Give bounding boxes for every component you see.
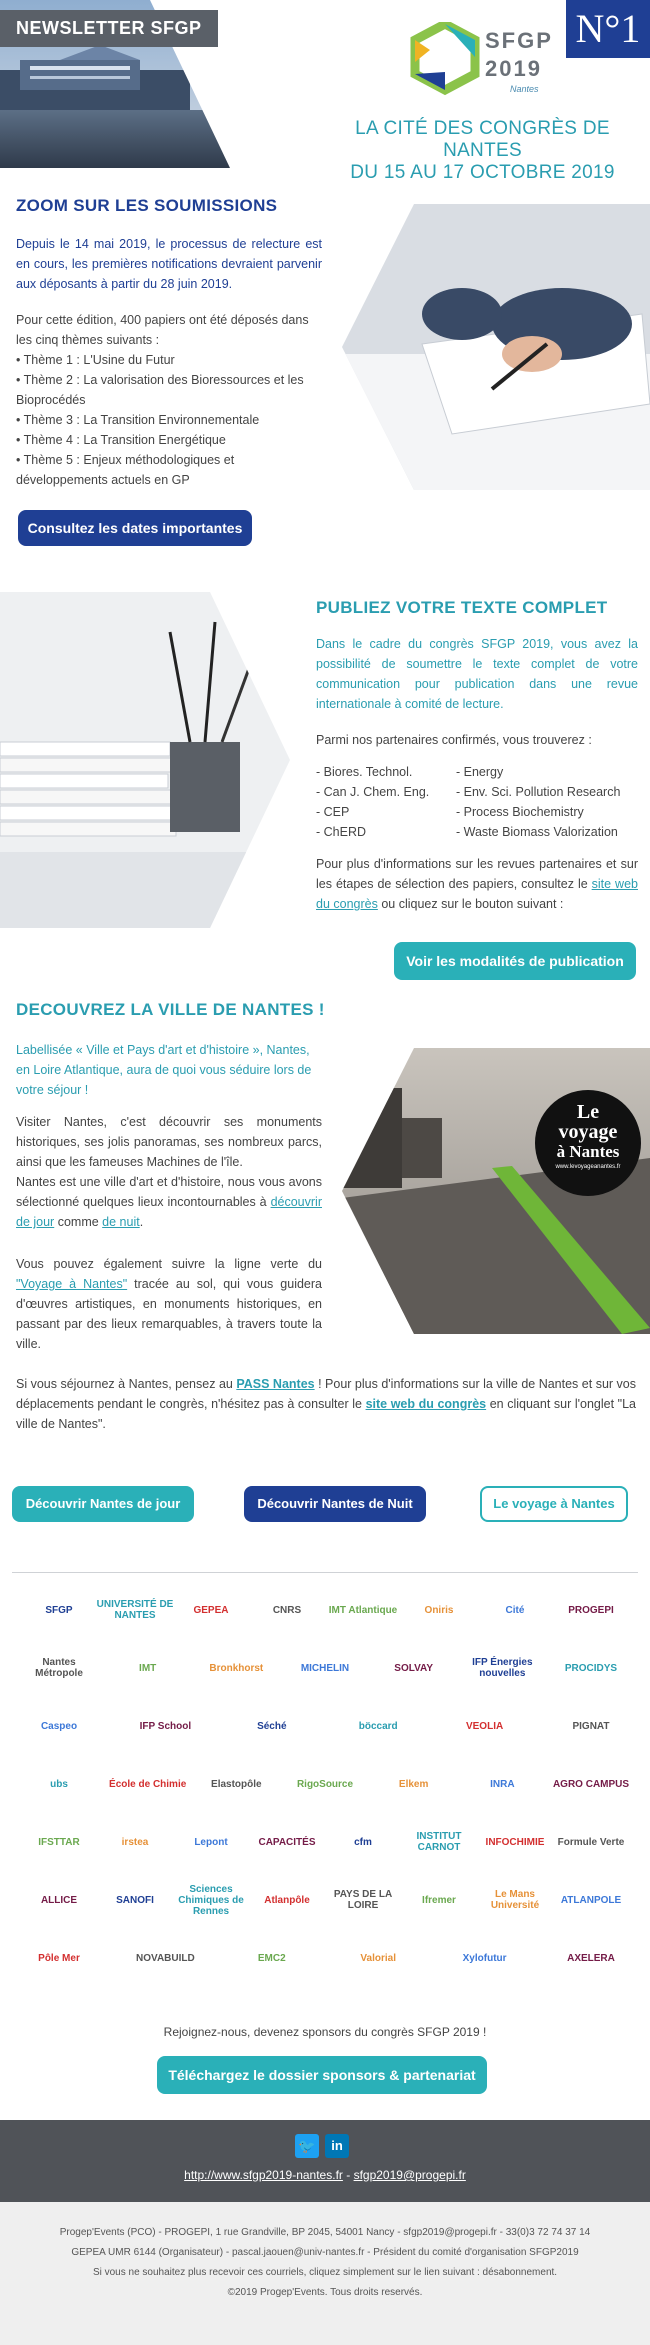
download-sponsor-kit-button[interactable]: Téléchargez le dossier sponsors & partenariat (157, 2056, 487, 2094)
sponsor-logo: Lepont (194, 1836, 228, 1848)
sponsor-logo: PROCIDYS (564, 1662, 618, 1674)
theme-item: • Thème 2 : La valorisation des Bioressources et les Bioprocédés (16, 373, 304, 407)
discover-day-link[interactable]: découvrir de jour (16, 1195, 322, 1229)
theme-item: • Thème 5 : Enjeux méthodologiques et développements actuels en GP (16, 453, 235, 487)
unsubscribe-line[interactable]: Si vous ne souhaitez plus recevoir ces courriels, cliquez simplement sur le lien suivant : désabonnement. (92, 2267, 558, 2278)
pass-nantes-link[interactable]: PASS Nantes (236, 1377, 315, 1391)
journal-name: - Biores. Technol. (316, 765, 413, 779)
journal-row (316, 822, 638, 842)
sponsor-logo: irstea (121, 1836, 149, 1848)
papers-stack-photo (0, 592, 290, 928)
badge-text: Le (576, 1101, 600, 1123)
nantes-para1: Visiter Nantes, c'est découvrir ses monuments historiques, ses jolis panoramas, ses nombreux parcs, ainsi que les fameuses Machines de l'île. (16, 1115, 322, 1169)
sponsor-logo: PIGNAT (572, 1720, 610, 1732)
journal-name: - Energy (456, 765, 504, 779)
sponsor-logo-grid (0, 1590, 650, 1990)
journal-row (316, 782, 638, 802)
footer-links (0, 2168, 650, 2182)
nantes-intro: Labellisée « Ville et Pays d'art et d'histoire », Nantes, en Loire Atlantique, aura de quoi vous séduire lors de votre séjour ! (16, 1043, 312, 1097)
sponsor-logo: Elastopôle (211, 1778, 262, 1790)
event-venue: LA CITÉ DES CONGRÈS DE NANTES (355, 118, 610, 161)
important-dates-button[interactable]: Consultez les dates importantes (18, 510, 252, 546)
journal-name: - ChERD (316, 825, 367, 839)
newsletter-label: NEWSLETTER SFGP (0, 10, 218, 47)
sponsor-logo: INSTITUT CARNOT (416, 1831, 462, 1853)
para-text: . (139, 1215, 144, 1229)
event-title (320, 118, 645, 184)
sponsor-logo: AGRO CAMPUS (552, 1778, 630, 1790)
sponsor-logo: Elkem (398, 1778, 429, 1790)
sponsor-logo: Xylofutur (462, 1952, 507, 1964)
journal-name: - Env. Sci. Pollution Research (456, 785, 621, 799)
sponsor-logo: IMT Atlantique (328, 1604, 398, 1616)
voyage-nantes-button[interactable]: Le voyage à Nantes (480, 1486, 628, 1522)
legal-line: GEPEA UMR 6144 (Organisateur) - pascal.jaouen@univ-nantes.fr - Président du comité d'organisation SFGP2019 (71, 2247, 579, 2258)
linkedin-icon[interactable]: in (325, 2134, 349, 2158)
sponsor-logo: Le Mans Université (490, 1889, 540, 1911)
badge-url: www.levoyageanantes.fr (555, 1164, 621, 1170)
themes-list (16, 350, 322, 490)
footer-social-band (0, 2120, 650, 2202)
nantes-para3 (16, 1254, 322, 1354)
issue-number-badge: N°1 (566, 0, 650, 58)
legal-line: Progep'Events (PCO) - PROGEPI, 1 rue Grandville, BP 2045, 54001 Nancy - sfgp2019@progepi.fr - 33(0)3 72 74 37 14 (59, 2227, 591, 2238)
para-text: comme (54, 1215, 103, 1229)
logo-year: 2019 (485, 56, 542, 81)
sponsor-logo: Cité (505, 1604, 525, 1616)
para-text: en cliquant sur l'onglet "La ville de Nantes". (16, 1397, 637, 1431)
voyage-link[interactable]: "Voyage à Nantes" (16, 1277, 128, 1291)
sponsor-logo: Valorial (360, 1952, 396, 1964)
submissions-edition-text: Pour cette édition, 400 papiers ont été déposés dans les cinq thèmes suivants : (16, 313, 309, 347)
twitter-icon[interactable]: 🐦 (295, 2134, 319, 2158)
sponsor-logo: Bronkhorst (209, 1662, 264, 1674)
theme-item: • Thème 1 : L'Usine du Futur (16, 353, 175, 367)
submissions-intro: Depuis le 14 mai 2019, le processus de relecture est en cours, les premières notifications devraient parvenir aux déposants à partir du 28 juin 2019. (16, 237, 322, 291)
sponsor-logo: ubs (50, 1778, 68, 1790)
sponsor-logo: CAPACITÉS (258, 1836, 316, 1848)
publish-title: PUBLIEZ VOTRE TEXTE COMPLET (316, 598, 608, 617)
legal-footer (0, 2202, 650, 2345)
sponsor-logo: ALLICE (40, 1894, 78, 1906)
writing-hands-photo (342, 204, 650, 490)
theme-item: • Thème 3 : La Transition Environnementale (16, 413, 260, 427)
logo-city: Nantes (510, 84, 539, 94)
separator: - (342, 2168, 354, 2182)
copyright: ©2019 Progep'Events. Tous droits reservés. (227, 2287, 423, 2298)
para-text: ! Pour plus d'informations sur la ville de Nantes et sur vos déplacements pendant le congrès, n'hésitez pas à consulter le (16, 1377, 636, 1411)
journals-list (316, 762, 638, 842)
sponsor-logo: EMC2 (257, 1952, 286, 1964)
para-text: Nantes est une ville d'art et d'histoire, nous vous avons sélectionné quelques lieux incontournables à (16, 1175, 322, 1209)
sponsor-logo: IFP Énergies nouvelles (472, 1657, 533, 1679)
sponsor-logo: IMT (139, 1662, 157, 1674)
website-link[interactable]: http://www.sfgp2019-nantes.fr (184, 2168, 343, 2182)
journal-row (316, 762, 638, 782)
journal-name: - Process Biochemistry (456, 805, 584, 819)
nantes-title: DECOUVREZ LA VILLE DE NANTES ! (16, 1000, 325, 1019)
sponsor-logo: RigoSource (296, 1778, 354, 1790)
sponsor-logo: INRA (490, 1778, 515, 1790)
logo-name: SFGP (485, 28, 553, 53)
journal-name: - Waste Biomass Valorization (456, 825, 618, 839)
sponsor-logo: Pôle Mer (38, 1952, 80, 1964)
section-divider (12, 1572, 638, 1573)
sponsor-logo: SANOFI (116, 1894, 154, 1906)
publish-more-info (316, 854, 638, 914)
submissions-title: ZOOM SUR LES SOUMISSIONS (16, 196, 278, 215)
theme-item: • Thème 4 : La Transition Energétique (16, 433, 226, 447)
sponsor-logo: École de Chimie (109, 1778, 187, 1790)
partners-intro: Parmi nos partenaires confirmés, vous trouverez : (316, 733, 592, 747)
sponsor-logo: VEOLIA (465, 1720, 504, 1732)
sponsors-call-to-action: Rejoignez-nous, devenez sponsors du congrès SFGP 2019 ! (163, 2025, 487, 2039)
discover-day-button[interactable]: Découvrir Nantes de jour (12, 1486, 194, 1522)
sponsor-logo: AXELERA (567, 1952, 615, 1964)
nantes-para2 (16, 1172, 322, 1232)
sponsor-logo: INFOCHIMIE (485, 1836, 545, 1848)
badge-text: voyage (558, 1121, 618, 1143)
sponsor-logo: Formule Verte (557, 1836, 625, 1848)
sponsor-logo: Oniris (424, 1604, 454, 1616)
stay-info (16, 1374, 636, 1434)
publication-terms-button[interactable]: Voir les modalités de publication (394, 942, 636, 980)
discover-night-link[interactable]: de nuit (102, 1215, 140, 1229)
more-info-text: Pour plus d'informations sur les revues partenaires et sur les étapes de sélection des papiers, consultez le (316, 857, 638, 891)
congress-website-link[interactable]: site web du congrès (316, 877, 638, 911)
publish-intro: Dans le cadre du congrès SFGP 2019, vous avez la possibilité de soumettre le texte complet de votre communication pour publication dans une revue internationale à comité de lecture. (316, 637, 638, 711)
journal-name: - Can J. Chem. Eng. (316, 785, 430, 799)
badge-text: à Nantes (556, 1142, 620, 1161)
sponsor-logo: cfm (354, 1836, 372, 1848)
sponsor-logo: IFSTTAR (38, 1836, 80, 1848)
sponsor-logo: MICHELIN (300, 1662, 350, 1674)
sponsor-logo: Atlanpôle (264, 1894, 310, 1906)
more-info-text: ou cliquez sur le bouton suivant : (377, 897, 564, 911)
para-text: Si vous séjournez à Nantes, pensez au (16, 1377, 237, 1391)
discover-night-button[interactable]: Découvrir Nantes de Nuit (244, 1486, 426, 1522)
sponsor-logo: ATLANPOLE (560, 1894, 622, 1906)
sponsor-logo: NOVABUILD (136, 1952, 195, 1964)
sponsor-logo: CNRS (272, 1604, 302, 1616)
sponsor-logo: Caspeo (40, 1720, 78, 1732)
voyage-a-nantes-badge (535, 1090, 641, 1196)
sponsor-logo: Séché (257, 1720, 287, 1732)
sponsor-logo: Ifremer (422, 1894, 456, 1906)
sponsor-logo: IFP School (139, 1720, 192, 1732)
sponsor-logo: Sciences Chimiques de Rennes (178, 1883, 244, 1917)
sponsor-logo: Nantes Métropole (35, 1657, 83, 1679)
sponsor-logo: UNIVERSITÉ DE NANTES (96, 1599, 174, 1621)
sponsor-logo: SFGP (45, 1604, 73, 1616)
sponsor-logo: SOLVAY (394, 1662, 434, 1674)
para-text: Vous pouvez également suivre la ligne verte du (16, 1257, 322, 1271)
para-text: tracée au sol, qui vous guidera d'œuvres artistiques, en monuments historiques, en passant par des lieux remarquables, à travers toute la ville. (16, 1277, 322, 1351)
congress-website-link[interactable]: site web du congrès (365, 1397, 487, 1411)
sponsor-logo: GEPEA (193, 1604, 229, 1616)
sponsor-logo: PAYS DE LA LOIRE (333, 1889, 393, 1911)
email-link[interactable]: sfgp2019@progepi.fr (353, 2168, 466, 2182)
newsletter-header (0, 0, 650, 183)
sponsor-logo: PROGEPI (568, 1604, 614, 1616)
journal-row (316, 802, 638, 822)
sponsor-logo: böccard (358, 1720, 398, 1732)
journal-name: - CEP (316, 805, 350, 819)
event-dates: DU 15 AU 17 OCTOBRE 2019 (350, 162, 615, 183)
